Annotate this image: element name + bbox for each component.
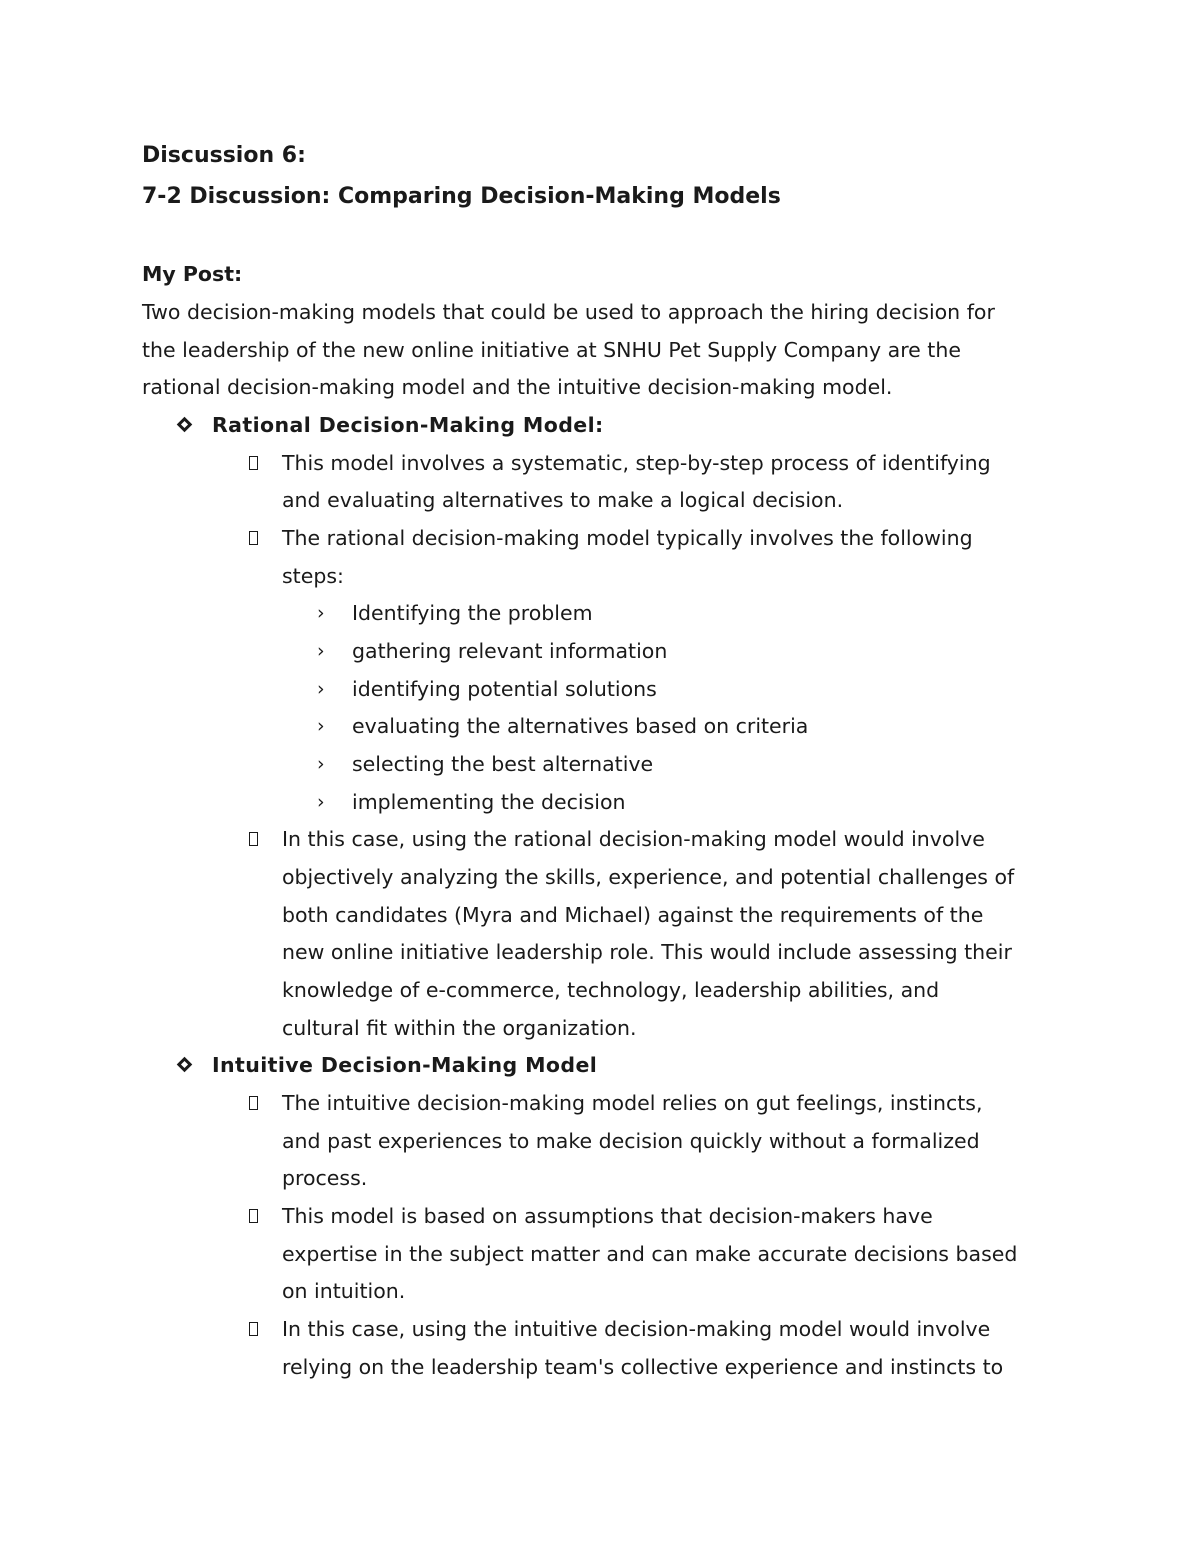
section-title-intuitive: Intuitive Decision-Making Model [212,1053,598,1077]
square-bullet-icon [249,531,258,545]
intro-line: rational decision-making model and the intuitive decision-making model. [142,375,893,399]
section-title-rational: Rational Decision-Making Model: [212,413,604,437]
point-line: both candidates (Myra and Michael) against the requirements of the [282,903,984,927]
point-line: cultural fit within the organization. [282,1016,637,1040]
step-item: Identifying the problem [352,601,593,625]
chevron-right-icon: › [317,602,325,624]
chevron-right-icon: › [317,715,325,737]
point-line: objectively analyzing the skills, experience, and potential challenges of [282,865,1015,889]
point-line: and past experiences to make decision quickly without a formalized [282,1129,980,1153]
post-label: My Post: [142,262,243,286]
document-subheading: 7-2 Discussion: Comparing Decision-Making Models [142,184,781,209]
chevron-right-icon: › [317,678,325,700]
point-line: In this case, using the rational decision-making model would involve [282,827,985,851]
step-item: implementing the decision [352,790,626,814]
point-line: In this case, using the intuitive decision-making model would involve [282,1317,991,1341]
square-bullet-icon [249,832,258,846]
chevron-right-icon: › [317,753,325,775]
intro-line: the leadership of the new online initiative at SNHU Pet Supply Company are the [142,338,961,362]
step-item: selecting the best alternative [352,752,654,776]
point-line: relying on the leadership team's collective experience and instincts to [282,1355,1004,1379]
point-line: The rational decision-making model typically involves the following [282,526,973,550]
intro-line: Two decision-making models that could be used to approach the hiring decision for [142,300,995,324]
square-bullet-icon [249,1322,258,1336]
diamond-bullet-icon [177,1057,193,1073]
chevron-right-icon: › [317,791,325,813]
square-bullet-icon [249,456,258,470]
square-bullet-icon [249,1096,258,1110]
point-line: steps: [282,564,344,588]
point-line: process. [282,1166,368,1190]
point-line: and evaluating alternatives to make a logical decision. [282,488,844,512]
point-line: This model involves a systematic, step-by-step process of identifying [282,451,991,475]
point-line: on intuition. [282,1279,406,1303]
diamond-bullet-icon [177,417,193,433]
point-line: new online initiative leadership role. This would include assessing their [282,940,1012,964]
point-line: knowledge of e-commerce, technology, leadership abilities, and [282,978,940,1002]
point-line: The intuitive decision-making model relies on gut feelings, instincts, [282,1091,983,1115]
step-item: gathering relevant information [352,639,668,663]
point-line: expertise in the subject matter and can make accurate decisions based [282,1242,1018,1266]
point-line: This model is based on assumptions that decision-makers have [282,1204,933,1228]
chevron-right-icon: › [317,640,325,662]
step-item: identifying potential solutions [352,677,657,701]
square-bullet-icon [249,1209,258,1223]
document-heading: Discussion 6: [142,143,306,168]
step-item: evaluating the alternatives based on criteria [352,714,809,738]
